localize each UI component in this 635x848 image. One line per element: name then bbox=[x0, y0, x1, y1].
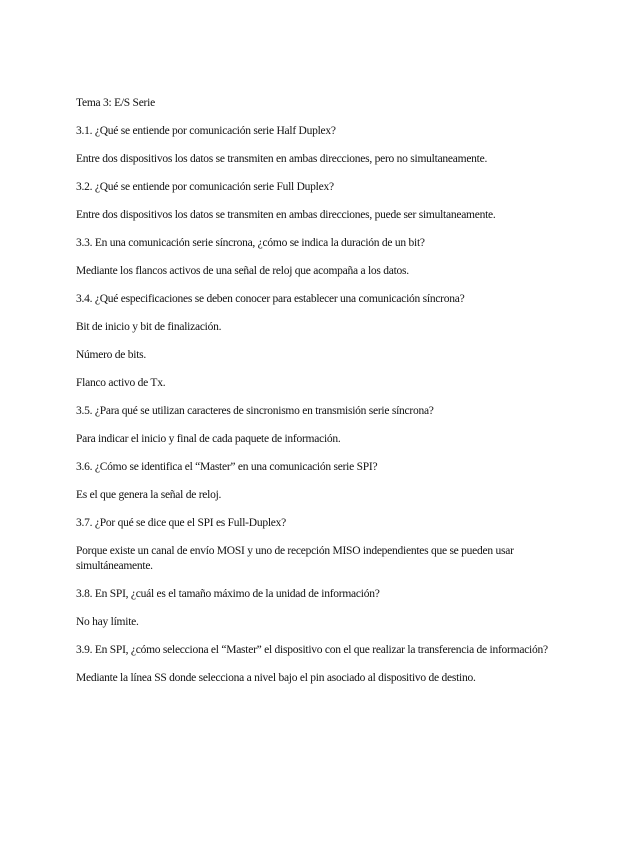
document-body bbox=[76, 96, 556, 699]
answer-3-4-a: Bit de inicio y bit de finalización. bbox=[76, 321, 222, 333]
question-number: 3.8. bbox=[76, 588, 93, 600]
answer-3-4-c: Flanco activo de Tx. bbox=[76, 377, 166, 389]
question-3-8 bbox=[76, 587, 556, 602]
answer-3-3: Mediante los flancos activos de una señal de reloj que acompaña a los datos. bbox=[76, 265, 409, 277]
question-number: 3.2. bbox=[76, 181, 93, 193]
answer-3-9: Mediante la línea SS donde selecciona a nivel bajo el pin asociado al dispositivo de destino. bbox=[76, 672, 476, 684]
question-text: ¿Para qué se utilizan caracteres de sincronismo en transmisión serie síncrona? bbox=[94, 405, 434, 417]
question-text: ¿Por qué se dice que el SPI es Full-Duplex? bbox=[94, 517, 286, 529]
question-3-6 bbox=[76, 460, 556, 475]
document-title: Tema 3: E/S Serie bbox=[76, 97, 155, 109]
question-text: ¿Cómo se identifica el “Master” en una comunicación serie SPI? bbox=[94, 461, 378, 473]
question-text: En SPI, ¿cuál es el tamaño máximo de la unidad de información? bbox=[94, 588, 380, 600]
question-text: ¿Qué se entiende por comunicación serie Half Duplex? bbox=[94, 125, 336, 137]
question-3-9 bbox=[76, 643, 556, 658]
answer-3-4-b: Número de bits. bbox=[76, 349, 147, 361]
question-text: En una comunicación serie síncrona, ¿cómo se indica la duración de un bit? bbox=[94, 237, 425, 249]
question-number: 3.7. bbox=[76, 517, 93, 529]
answer-3-5: Para indicar el inicio y final de cada paquete de información. bbox=[76, 433, 341, 445]
answer-3-8: No hay límite. bbox=[76, 616, 139, 628]
question-3-3 bbox=[76, 236, 556, 251]
question-text: ¿Qué especificaciones se deben conocer para establecer una comunicación síncrona? bbox=[94, 293, 465, 305]
answer-3-6: Es el que genera la señal de reloj. bbox=[76, 489, 222, 501]
question-text: ¿Qué se entiende por comunicación serie Full Duplex? bbox=[94, 181, 334, 193]
question-number: 3.9. bbox=[76, 644, 93, 656]
question-number: 3.1. bbox=[76, 125, 93, 137]
question-number: 3.5. bbox=[76, 405, 93, 417]
answer-3-2: Entre dos dispositivos los datos se transmiten en ambas direcciones, puede ser simultaneamente. bbox=[76, 209, 496, 221]
question-3-7 bbox=[76, 516, 556, 531]
answer-3-7: Porque existe un canal de envío MOSI y uno de recepción MISO independientes que se pueden usar simultáneamente. bbox=[76, 545, 514, 572]
question-number: 3.3. bbox=[76, 237, 93, 249]
question-3-1 bbox=[76, 124, 556, 139]
question-3-2 bbox=[76, 180, 556, 195]
question-number: 3.4. bbox=[76, 293, 93, 305]
question-3-5 bbox=[76, 404, 556, 419]
question-text: En SPI, ¿cómo selecciona el “Master” el dispositivo con el que realizar la transferencia de información? bbox=[94, 644, 548, 656]
question-number: 3.6. bbox=[76, 461, 93, 473]
question-3-4 bbox=[76, 292, 556, 307]
answer-3-1: Entre dos dispositivos los datos se transmiten en ambas direcciones, pero no simultaneamente. bbox=[76, 153, 488, 165]
